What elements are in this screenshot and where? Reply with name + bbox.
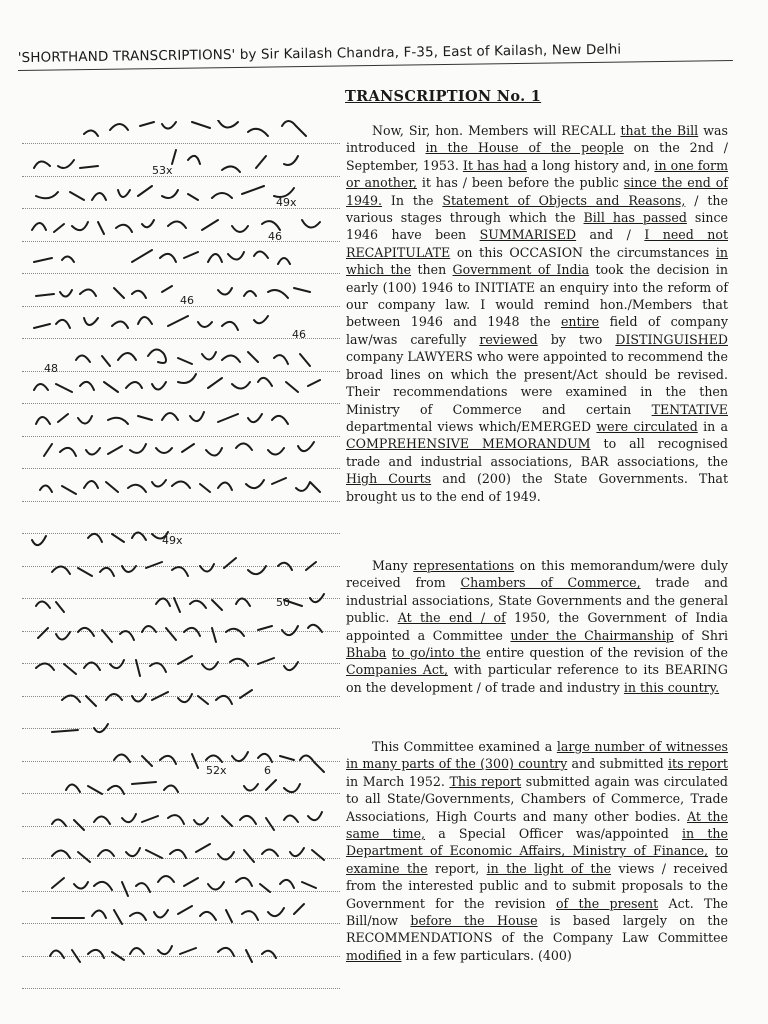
text-run: since 1946 have been	[346, 210, 728, 243]
underlined-phrase: I need not RECAPITULATE	[346, 227, 729, 260]
text-run: Now, Sir, hon. Members will RECALL	[372, 123, 621, 138]
underlined-phrase: in the Department of Economic Affairs, Ministry of Finance,	[346, 826, 728, 859]
text-run: in a few particulars. (400)	[401, 947, 572, 963]
text-run: departmental views which/EMERGED	[346, 418, 597, 434]
underlined-phrase: large number of witnesses	[556, 739, 729, 754]
transcription-text	[346, 557, 728, 696]
underlined-phrase: under the Chairmanship	[510, 627, 674, 643]
shorthand-column	[22, 120, 340, 1000]
underlined-phrase: At the same time,	[346, 808, 728, 842]
underlined-phrase: in which the	[346, 244, 728, 278]
text-run: on this memorandum/were duly received from	[346, 558, 728, 591]
underlined-phrase: its report	[667, 756, 728, 772]
shorthand-note: 6	[264, 764, 271, 777]
shorthand-strokes	[22, 120, 340, 1000]
underlined-phrase: Companies Act,	[346, 662, 448, 678]
shorthand-note: 49x	[276, 196, 297, 209]
underlined-phrase: At the end / of	[397, 610, 506, 626]
text-run: took the decision in early (100) 1946 to INITIATE an enquiry into the reform of our company law. I would remind hon./Members that between 1946 and 1948 the	[346, 262, 728, 330]
shorthand-note: 48	[44, 362, 58, 375]
paragraph-3	[346, 738, 728, 964]
underlined-phrase: COMPREHENSIVE MEMORANDUM	[346, 436, 591, 452]
text-run: then	[411, 262, 453, 278]
underlined-phrase: to go/into the	[391, 645, 481, 661]
transcription-text	[346, 122, 728, 505]
underlined-phrase: to examine the	[346, 843, 728, 876]
underlined-phrase: Chambers of Commerce,	[460, 575, 641, 591]
text-run: by two	[537, 331, 616, 347]
transcription-title: TRANSCRIPTION No. 1	[345, 88, 542, 105]
underlined-phrase: Statement of Objects and Reasons,	[442, 192, 686, 208]
text-run: report,	[427, 860, 487, 876]
text-run: company LAWYERS who were appointed to recommend the broad lines on which the present/Act should be revised. Their recommendations were examined in the then Ministry of Commerce and certain	[346, 349, 728, 417]
text-run: 1950, the Government of India appointed a Committee	[346, 610, 729, 643]
shorthand-note: 46	[180, 294, 194, 307]
underlined-phrase: entire	[560, 314, 600, 330]
paragraph-2	[346, 557, 728, 696]
text-run: Many	[372, 558, 414, 573]
text-run: entire question of the revision of the	[480, 645, 728, 661]
text-run: trade and industrial associations, State Governments and the general public.	[346, 575, 728, 626]
underlined-phrase: High Courts	[346, 471, 432, 487]
text-run: with particular reference to its BEARING on the development / of trade and industry	[346, 662, 728, 695]
text-run: and (200) the State Governments. That brought us to the end of 1949.	[346, 471, 729, 504]
underlined-phrase: modified	[346, 947, 402, 963]
text-run: Act. The Bill/now	[346, 895, 729, 929]
text-run: and /	[576, 227, 645, 243]
underlined-phrase: in one form or another,	[346, 157, 729, 191]
text-run: views / received from the interested public and to submit proposals to the Government for the revision	[346, 860, 728, 911]
underlined-phrase: in the House of the people	[425, 140, 624, 156]
text-run: a Special Officer was/appointed	[425, 826, 683, 842]
underlined-phrase: This report	[449, 773, 522, 789]
text-run: on this OCCASION the circumstances	[450, 244, 716, 260]
underlined-phrase: in this country.	[623, 679, 720, 695]
text-run: field of company law/was carefully	[346, 314, 728, 347]
shorthand-note: 52x	[206, 764, 227, 777]
transcription-text	[346, 738, 728, 964]
underlined-phrase: were circulated	[596, 418, 698, 434]
text-run: is based largely on the RECOMMENDATIONS of the Company Law Committee	[346, 913, 728, 946]
underlined-phrase: in many parts of the (300) country	[346, 756, 568, 772]
text-run: a long history and,	[526, 157, 655, 173]
text-run: of Shri	[673, 627, 728, 643]
shorthand-note: 46	[292, 328, 306, 341]
text-run: This Committee examined a	[372, 739, 557, 754]
shorthand-note: 50	[276, 596, 290, 609]
text-run: was introduced	[346, 123, 728, 156]
underlined-phrase: that the Bill	[620, 123, 699, 138]
underlined-phrase: Bhaba	[346, 645, 387, 661]
underlined-phrase: Government of India	[452, 262, 590, 278]
text-run: in March 1952.	[346, 773, 450, 789]
underlined-phrase: before the House	[410, 913, 538, 929]
text-run: submitted again was circulated to all State/Governments, Chambers of Commerce, Trade Associations, High Courts and many other bodies.	[346, 773, 728, 824]
underlined-phrase: reviewed	[479, 331, 538, 347]
text-run: to all recognised trade and industrial associations, BAR associations, the	[346, 436, 728, 469]
page-header: 'SHORTHAND TRANSCRIPTIONS' by Sir Kailash Chandra, F-35, East of Kailash, New Delhi	[18, 40, 733, 71]
underlined-phrase: DISTINGUISHED	[615, 331, 729, 347]
paragraph-1	[346, 122, 728, 505]
text-run: on the 2nd / September, 1953.	[346, 140, 728, 173]
underlined-phrase: representations	[413, 558, 515, 573]
underlined-phrase: of the present	[555, 895, 659, 911]
text-run: it has / been before the public	[416, 175, 624, 191]
shorthand-note: 53x	[152, 164, 173, 177]
shorthand-note: 49x	[162, 534, 183, 547]
text-run: in a	[697, 418, 728, 434]
underlined-phrase: TENTATIVE	[651, 401, 728, 417]
underlined-phrase: It has had	[462, 157, 527, 173]
underlined-phrase: in the light of the	[486, 860, 612, 876]
shorthand-note: 46	[268, 230, 282, 243]
underlined-phrase: SUMMARISED	[479, 227, 577, 243]
text-run: In the	[382, 192, 443, 208]
underlined-phrase: Bill has passed	[583, 210, 687, 226]
text-run: / the various stages through which the	[346, 192, 728, 226]
text-run: and submitted	[567, 756, 668, 772]
underlined-phrase: since the end of 1949.	[346, 175, 728, 208]
